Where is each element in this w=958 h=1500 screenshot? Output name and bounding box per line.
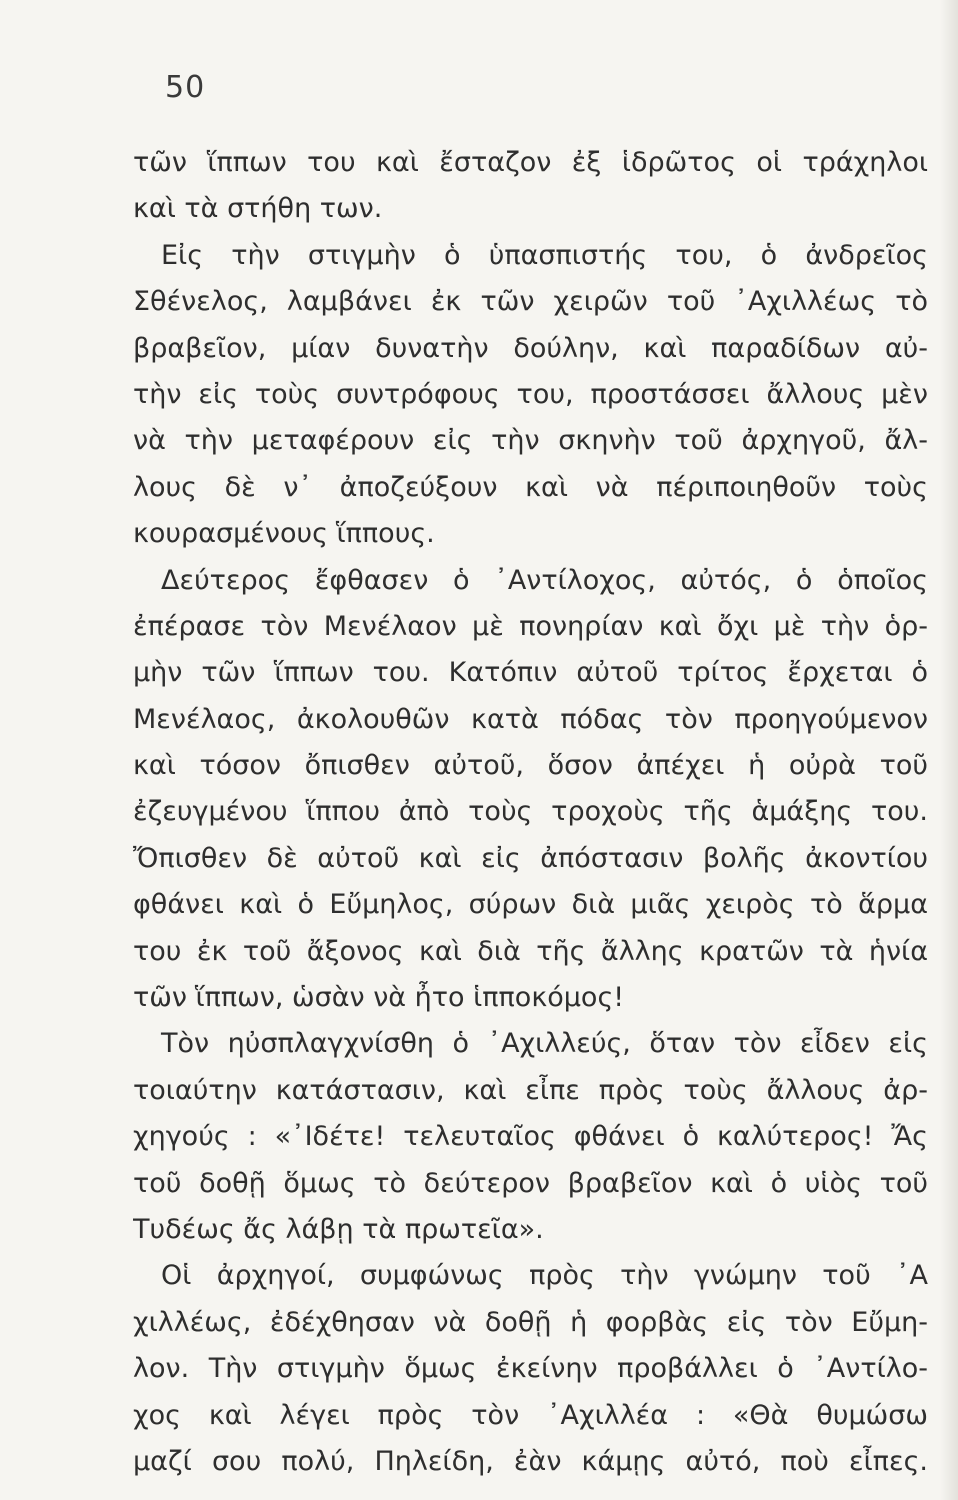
text-line: Τυδέως ἄς λάβῃ τὰ πρωτεῖα». <box>133 1213 544 1245</box>
text-line: χιλλέως, ἐδέχθησαν νὰ δοθῇ ἡ φορβὰς εἰς τὸν Εὔμη- <box>133 1306 928 1338</box>
text-line: Τὸν ηὐσπλαγχνίσθη ὁ ᾿Αχιλλεύς, ὅταν τὸν εἶδεν εἰς <box>161 1028 928 1060</box>
page-number: 50 <box>165 70 206 105</box>
text-line: τὴν εἰς τοὺς συντρόφους του, προστάσσει ἄλλους μὲν <box>133 378 928 410</box>
text-line: τῶν ἵππων του καὶ ἔσταζον ἐξ ἱδρῶτος οἱ τράχηλοι <box>133 147 928 178</box>
page-edge-shadow <box>940 0 958 1500</box>
text-line: χος καὶ λέγει πρὸς τὸν ᾿Αχιλλέα : «Θὰ θυμώσω <box>133 1399 928 1431</box>
text-line: μαζί σου πολύ, Πηλείδη, ἐὰν κάμῃς αὐτό, ποὺ εἶπες. <box>133 1445 928 1477</box>
text-line: Ὄπισθεν δὲ αὐτοῦ καὶ εἰς ἀπόστασιν βολῆς ἀκοντίου <box>133 842 928 874</box>
text-line: Σθένελος, λαμβάνει ἐκ τῶν χειρῶν τοῦ ᾿Αχιλλέως τὸ <box>133 286 928 318</box>
text-line: ἐζευγμένου ἵππου ἀπὸ τοὺς τροχοὺς τῆς ἁμάξης του. <box>133 796 928 828</box>
text-line: λους δὲ ν᾿ ἀποζεύξουν καὶ νὰ πέριποιηθοῦν τοὺς <box>133 471 928 503</box>
text-line: Εἰς τὴν στιγμὴν ὁ ὑπασπιστής του, ὁ ἀνδρεῖος <box>161 239 928 271</box>
text-line: καὶ τόσον ὄπισθεν αὐτοῦ, ὅσον ἀπέχει ἡ οὐρὰ τοῦ <box>133 750 928 782</box>
text-line: τοιαύτην κατάστασιν, καὶ εἶπε πρὸς τοὺς ἄλλους ἀρ- <box>133 1074 928 1106</box>
text-line: Μενέλαος, ἀκολουθῶν κατὰ πόδας τὸν προηγούμενον <box>133 703 928 735</box>
text-line: κουρασμένους ἵππους. <box>133 518 435 550</box>
text-line: τῶν ἵππων, ὡσὰν νὰ ἦτο ἱπποκόμος! <box>133 982 625 1014</box>
text-line: νὰ τὴν μεταφέρουν εἰς τὴν σκηνὴν τοῦ ἀρχηγοῦ, ἄλ- <box>133 425 928 457</box>
text-line: βραβεῖον, μίαν δυνατὴν δούλην, καὶ παραδίδων αὐ- <box>133 332 928 364</box>
text-line: καὶ τὰ στήθη των. <box>133 193 383 225</box>
text-line: φθάνει καὶ ὁ Εὔμηλος, σύρων διὰ μιᾶς χειρὸς τὸ ἅρμα <box>133 889 928 921</box>
text-line: λον. Τὴν στιγμὴν ὅμως ἐκείνην προβάλλει ὁ ᾿Αντίλο- <box>133 1353 928 1385</box>
text-line: χηγούς : «᾿Ιδέτε! τελευταῖος φθάνει ὁ καλύτερος! Ἄς <box>133 1121 928 1153</box>
text-line: τοῦ δοθῇ ὅμως τὸ δεύτερον βραβεῖον καὶ ὁ υἱὸς τοῦ <box>133 1167 928 1199</box>
text-line: Οἱ ἀρχηγοί, συμφώνως πρὸς τὴν γνώμην τοῦ ᾿Α <box>161 1260 928 1292</box>
text-line: ἐπέρασε τὸν Μενέλαον μὲ πονηρίαν καὶ ὄχι μὲ τὴν ὁρ- <box>133 610 928 642</box>
text-line: Δεύτερος ἔφθασεν ὁ ᾿Αντίλοχος, αὐτός, ὁ ὁποῖος <box>161 564 928 596</box>
text-line: μὴν τῶν ἵππων του. Κατόπιν αὐτοῦ τρίτος ἔρχεται ὁ <box>133 657 928 689</box>
text-line: του ἐκ τοῦ ἄξονος καὶ διὰ τῆς ἄλλης κρατῶν τὰ ἡνία <box>133 935 928 967</box>
body-text <box>133 140 928 1485</box>
